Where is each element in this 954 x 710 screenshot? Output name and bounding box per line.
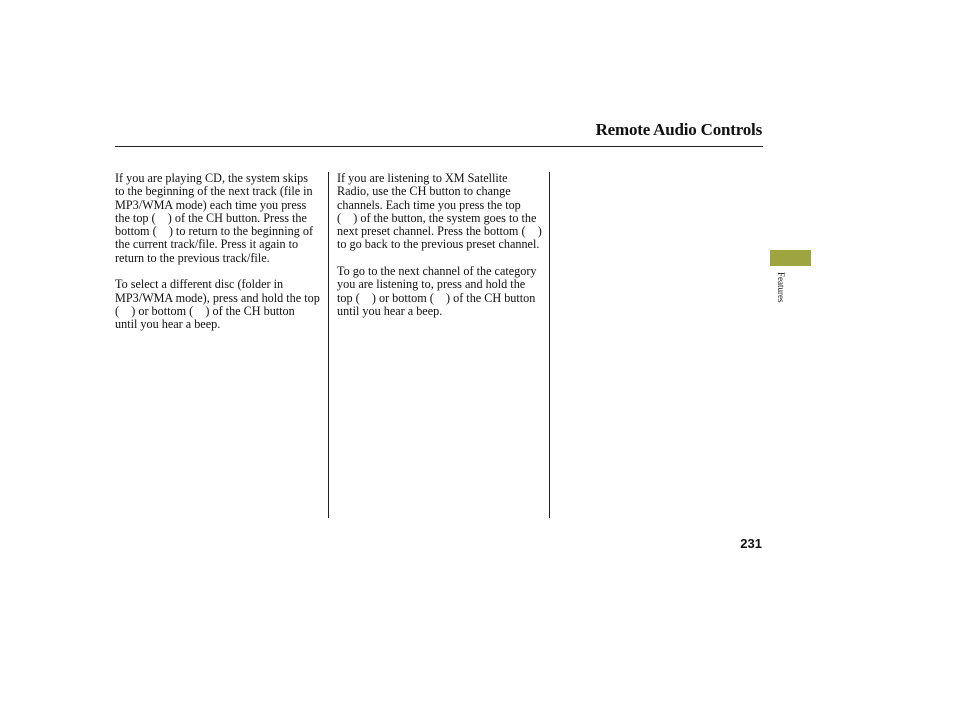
section-label: Features: [776, 272, 786, 303]
column-divider-2: [549, 172, 550, 518]
text-column-2: [337, 172, 542, 332]
paragraph-xm-channel: If you are listening to XM Satellite Radio, use the CH button to change channels. Each time you press the top ( ) of the button, the system goes to the next preset channel. Press the bottom ( ) to go back to the previous preset channel.: [337, 171, 542, 252]
text-column-1: [115, 172, 320, 345]
column-divider-1: [328, 172, 329, 518]
header-rule: [115, 146, 763, 147]
paragraph-cd-skip: If you are playing CD, the system skips to the beginning of the next track (file in MP3/WMA mode) each time you press the top ( ) of the CH button. Press the bottom ( ) to return to the beginning of the current track/file. Press it again to return to the previous track/file.: [115, 171, 314, 265]
page-title: Remote Audio Controls: [595, 120, 762, 139]
paragraph-disc-select: To select a different disc (folder in MP3/WMA mode), press and hold the top ( ) or bottom ( ) of the CH button until you hear a beep.: [115, 277, 320, 332]
page-number: 231: [740, 536, 762, 551]
section-tab: [770, 250, 811, 266]
paragraph-xm-category: To go to the next channel of the category you are listening to, press and hold the top ( ) or bottom ( ) of the CH button until you hear a beep.: [337, 264, 537, 318]
